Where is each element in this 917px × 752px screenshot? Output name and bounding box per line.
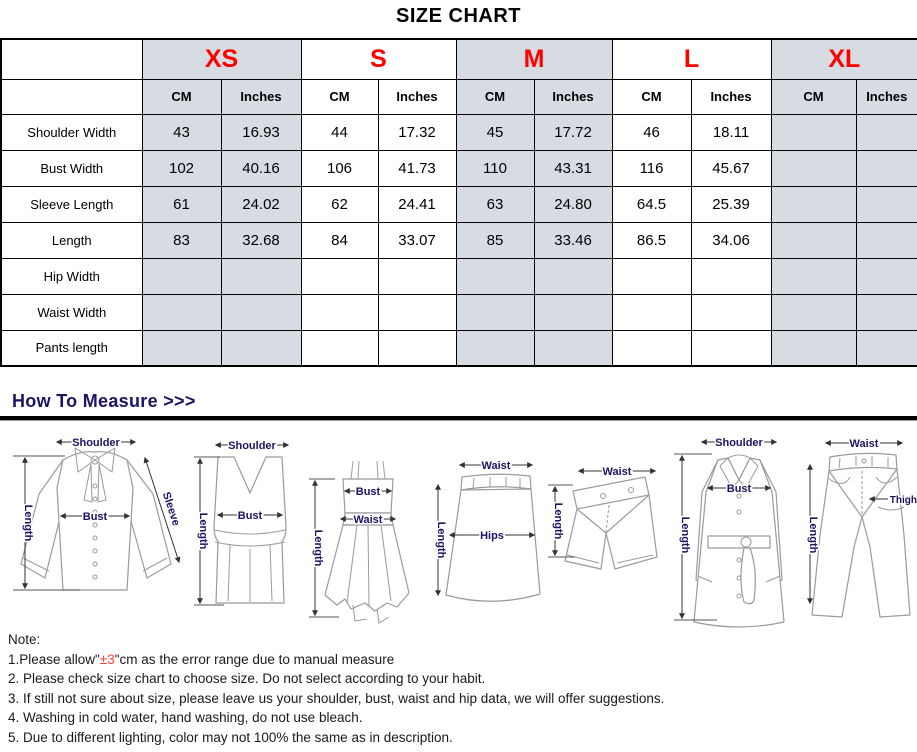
table-cell — [771, 186, 856, 222]
notes-heading: Note: — [8, 632, 41, 647]
sleeve-label: Sleeve — [159, 490, 182, 528]
table-cell: 17.72 — [534, 114, 612, 150]
bust-label: Bust — [355, 486, 381, 498]
unit-header-inches: Inches — [378, 79, 456, 114]
table-cell — [142, 258, 221, 294]
table-cell: 116 — [612, 150, 691, 186]
table-cell: 84 — [301, 222, 378, 258]
table-cell — [534, 258, 612, 294]
table-cell — [771, 330, 856, 366]
unit-header-cm: CM — [771, 79, 856, 114]
skirt-diagram — [432, 455, 544, 613]
table-row-bust-width — [1, 150, 917, 186]
table-cell: 41.73 — [378, 150, 456, 186]
table-cell — [612, 294, 691, 330]
table-cell — [142, 330, 221, 366]
unit-header-cm: CM — [142, 79, 221, 114]
corner-cell — [1, 39, 142, 79]
table-cell: 45.67 — [691, 150, 771, 186]
row-label: Length — [1, 222, 142, 258]
table-cell: 86.5 — [612, 222, 691, 258]
table-cell — [221, 294, 301, 330]
note-line-4: 4. Washing in cold water, hand washing, do not use bleach. — [8, 710, 363, 725]
table-row-shoulder-width — [1, 114, 917, 150]
waist-label: Waist — [849, 438, 879, 450]
length-label: Length — [312, 529, 324, 567]
table-cell: 32.68 — [221, 222, 301, 258]
table-row-length — [1, 222, 917, 258]
table-cell — [301, 294, 378, 330]
row-label: Pants length — [1, 330, 142, 366]
unit-header-cm: CM — [301, 79, 378, 114]
table-cell — [856, 114, 917, 150]
table-cell: 62 — [301, 186, 378, 222]
length-label: Length — [679, 516, 691, 554]
table-cell — [856, 294, 917, 330]
thigh-label: Thigh — [889, 495, 917, 506]
size-header-row — [1, 39, 917, 79]
table-cell: 43.31 — [534, 150, 612, 186]
table-cell — [771, 222, 856, 258]
table-cell: 18.11 — [691, 114, 771, 150]
row-label: Shoulder Width — [1, 114, 142, 150]
bust-label: Bust — [237, 510, 263, 522]
note-line-2: 2. Please check size chart to choose size. Do not select according to your habit. — [8, 671, 486, 686]
table-cell — [856, 186, 917, 222]
length-label: Length — [435, 521, 447, 559]
note-line-1 — [8, 650, 664, 670]
shorts-diagram — [545, 463, 663, 608]
table-cell: 24.80 — [534, 186, 612, 222]
table-cell — [856, 222, 917, 258]
unit-header-inches: Inches — [534, 79, 612, 114]
blouse-diagram — [5, 428, 185, 628]
row-label: Bust Width — [1, 150, 142, 186]
shoulder-label: Shoulder — [228, 440, 276, 452]
length-label: Length — [22, 504, 34, 542]
waist-label: Waist — [353, 514, 383, 526]
table-cell — [221, 258, 301, 294]
note-1-suffix: "cm as the error range due to manual measure — [114, 651, 395, 667]
unit-header-cm: CM — [612, 79, 691, 114]
table-row-waist-width — [1, 294, 917, 330]
notes-section — [8, 630, 664, 747]
table-cell — [771, 114, 856, 150]
size-header-s: S — [301, 39, 456, 79]
shoulder-label: Shoulder — [715, 437, 763, 449]
note-1-prefix: 1.Please allow" — [8, 651, 100, 667]
table-cell — [221, 330, 301, 366]
table-cell: 106 — [301, 150, 378, 186]
table-cell: 61 — [142, 186, 221, 222]
table-cell: 44 — [301, 114, 378, 150]
table-cell: 33.07 — [378, 222, 456, 258]
table-cell — [691, 330, 771, 366]
table-cell — [378, 258, 456, 294]
bust-label: Bust — [726, 483, 752, 495]
measure-diagrams — [0, 425, 917, 631]
table-cell: 24.41 — [378, 186, 456, 222]
size-header-xl: XL — [771, 39, 917, 79]
size-header-m: M — [456, 39, 612, 79]
size-header-xs: XS — [142, 39, 301, 79]
pants-diagram — [800, 435, 917, 625]
pants-outline — [812, 453, 910, 617]
table-cell — [301, 330, 378, 366]
how-to-measure-heading: How To Measure >>> — [12, 391, 196, 411]
table-cell: 85 — [456, 222, 534, 258]
table-cell: 34.06 — [691, 222, 771, 258]
table-cell — [691, 258, 771, 294]
table-cell — [534, 330, 612, 366]
table-cell — [771, 150, 856, 186]
shoulder-label: Shoulder — [72, 437, 120, 449]
unit-header-inches: Inches — [856, 79, 917, 114]
note-1-error-range: ±3 — [99, 651, 115, 667]
waist-label: Waist — [481, 460, 511, 472]
table-row-hip-width — [1, 258, 917, 294]
table-cell: 43 — [142, 114, 221, 150]
length-label: Length — [197, 512, 209, 550]
table-cell: 40.16 — [221, 150, 301, 186]
page-title: SIZE CHART — [396, 5, 521, 27]
table-cell — [612, 330, 691, 366]
table-cell: 83 — [142, 222, 221, 258]
tank-top-outline — [214, 457, 286, 603]
table-cell: 63 — [456, 186, 534, 222]
shorts-outline — [565, 477, 657, 569]
row-label: Hip Width — [1, 258, 142, 294]
table-cell — [771, 258, 856, 294]
size-chart-table — [0, 38, 917, 367]
table-cell — [856, 258, 917, 294]
length-label: Length — [552, 502, 564, 540]
table-cell — [456, 294, 534, 330]
table-row-pants-length — [1, 330, 917, 366]
table-cell — [691, 294, 771, 330]
row-label: Waist Width — [1, 294, 142, 330]
table-cell — [456, 258, 534, 294]
table-cell: 16.93 — [221, 114, 301, 150]
unit-header-cm: CM — [456, 79, 534, 114]
table-cell: 24.02 — [221, 186, 301, 222]
table-cell: 45 — [456, 114, 534, 150]
table-cell: 33.46 — [534, 222, 612, 258]
table-cell: 46 — [612, 114, 691, 150]
unit-header-row — [1, 79, 917, 114]
table-cell — [456, 330, 534, 366]
table-cell: 110 — [456, 150, 534, 186]
table-cell — [771, 294, 856, 330]
bust-label: Bust — [82, 511, 108, 523]
unit-header-inches: Inches — [221, 79, 301, 114]
row-label: Sleeve Length — [1, 186, 142, 222]
table-cell — [856, 330, 917, 366]
note-line-3: 3. If still not sure about size, please leave us your shoulder, bust, waist and hip data, we will offer suggestions. — [8, 690, 665, 706]
table-cell — [378, 294, 456, 330]
coat-outline — [694, 455, 784, 627]
note-line-5: 5. Due to different lighting, color may not 100% the same as in description. — [8, 729, 453, 745]
table-cell — [612, 258, 691, 294]
table-cell: 25.39 — [691, 186, 771, 222]
hips-label: Hips — [480, 530, 504, 542]
table-cell: 17.32 — [378, 114, 456, 150]
corner-cell — [1, 79, 142, 114]
section-divider — [0, 416, 917, 421]
table-cell: 64.5 — [612, 186, 691, 222]
table-cell: 102 — [142, 150, 221, 186]
coat-diagram — [662, 430, 810, 630]
table-cell — [142, 294, 221, 330]
table-cell — [301, 258, 378, 294]
unit-header-inches: Inches — [691, 79, 771, 114]
table-cell — [856, 150, 917, 186]
table-cell — [534, 294, 612, 330]
waist-label: Waist — [602, 466, 632, 478]
length-label: Length — [807, 516, 819, 554]
tank-top-diagram — [190, 435, 302, 620]
dress-diagram — [305, 455, 425, 627]
size-header-l: L — [612, 39, 771, 79]
table-cell — [378, 330, 456, 366]
table-row-sleeve-length — [1, 186, 917, 222]
